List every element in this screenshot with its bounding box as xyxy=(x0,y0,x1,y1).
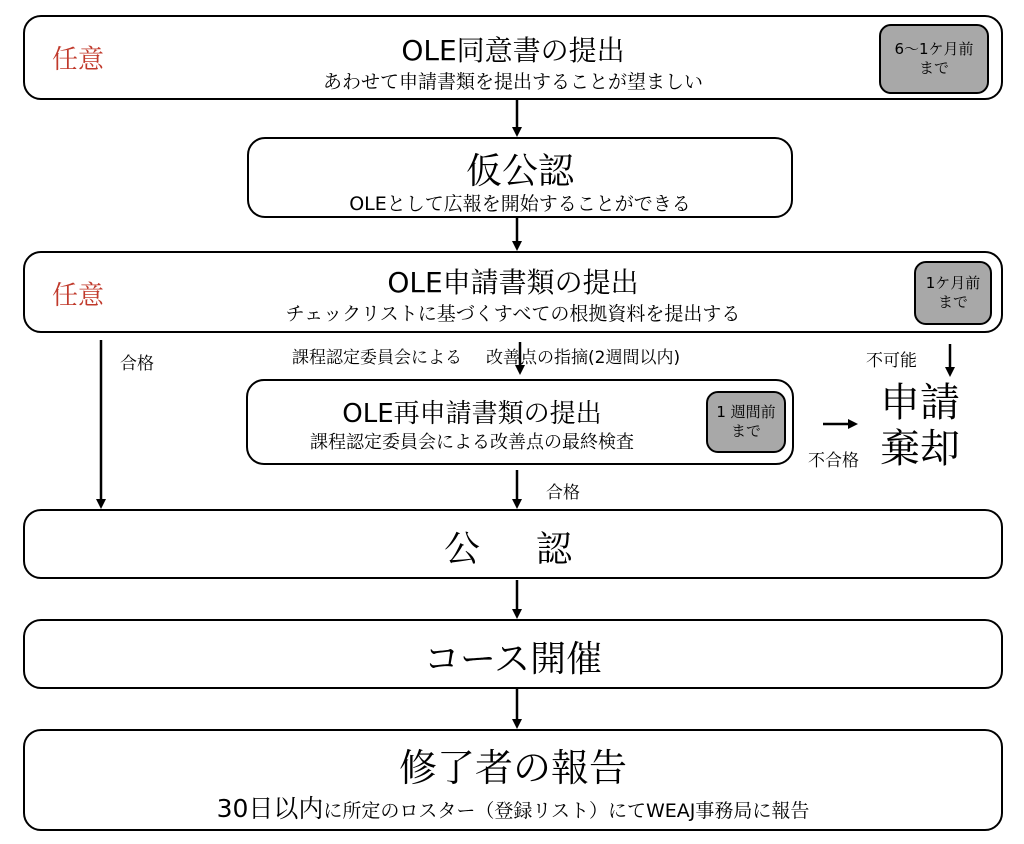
step-resubmission xyxy=(246,379,794,465)
badge-line2: まで xyxy=(937,293,968,311)
step-subtitle: 課程認定委員会による改善点の最終検査 xyxy=(310,432,634,453)
step-course xyxy=(23,619,1003,689)
improvement-label-prefix: 課程認定委員会による xyxy=(292,348,462,368)
optional-tag: 任意 xyxy=(52,45,105,75)
step-report xyxy=(23,729,1003,831)
step-title: コース開催 xyxy=(423,639,603,680)
report-detail: に所定のロスター（登録リスト）にてWEAJ事務局に報告 xyxy=(323,800,810,822)
step-title: OLE再申請書類の提出 xyxy=(342,399,602,429)
improvement-label xyxy=(292,343,680,368)
step-subtitle: OLEとして広報を開始することができる xyxy=(349,193,691,215)
fail-label: 不合格 xyxy=(808,451,859,471)
step-title: OLE同意書の提出 xyxy=(401,34,625,67)
step-title: OLE申請書類の提出 xyxy=(387,266,639,299)
step-title: 仮公認 xyxy=(465,151,574,192)
step-title: 公 認 xyxy=(443,529,582,570)
step-subtitle xyxy=(25,789,1001,825)
badge-line2: まで xyxy=(730,422,761,440)
rejection-text xyxy=(880,380,960,472)
badge-line1: 6〜1ケ月前 xyxy=(894,40,974,58)
step-subtitle: チェックリストに基づくすべての根拠資料を提出する xyxy=(285,303,741,325)
step-application xyxy=(23,251,1003,333)
pass-label-center: 合格 xyxy=(546,483,580,503)
step-title: 修了者の報告 xyxy=(398,746,627,790)
deadline-badge xyxy=(914,261,992,325)
step-ole-consent xyxy=(23,15,1003,100)
step-subtitle: あわせて申請書類を提出することが望ましい xyxy=(322,71,703,93)
badge-line2: まで xyxy=(918,59,949,77)
impossible-label: 不可能 xyxy=(866,351,917,371)
rejection-line2: 棄却 xyxy=(880,426,960,472)
report-deadline: 30日以内 xyxy=(216,794,324,823)
deadline-badge xyxy=(879,24,989,94)
rejection-line1: 申請 xyxy=(880,380,960,426)
optional-tag: 任意 xyxy=(52,281,105,311)
badge-line1: 1 週間前 xyxy=(716,403,776,421)
step-provisional xyxy=(247,137,793,218)
badge-line1: 1ケ月前 xyxy=(925,274,981,292)
deadline-badge xyxy=(706,391,786,453)
pass-label-left: 合格 xyxy=(120,354,154,374)
improvement-label-suffix: 改善点の指摘(2週間以内) xyxy=(486,348,681,368)
step-certified xyxy=(23,509,1003,579)
